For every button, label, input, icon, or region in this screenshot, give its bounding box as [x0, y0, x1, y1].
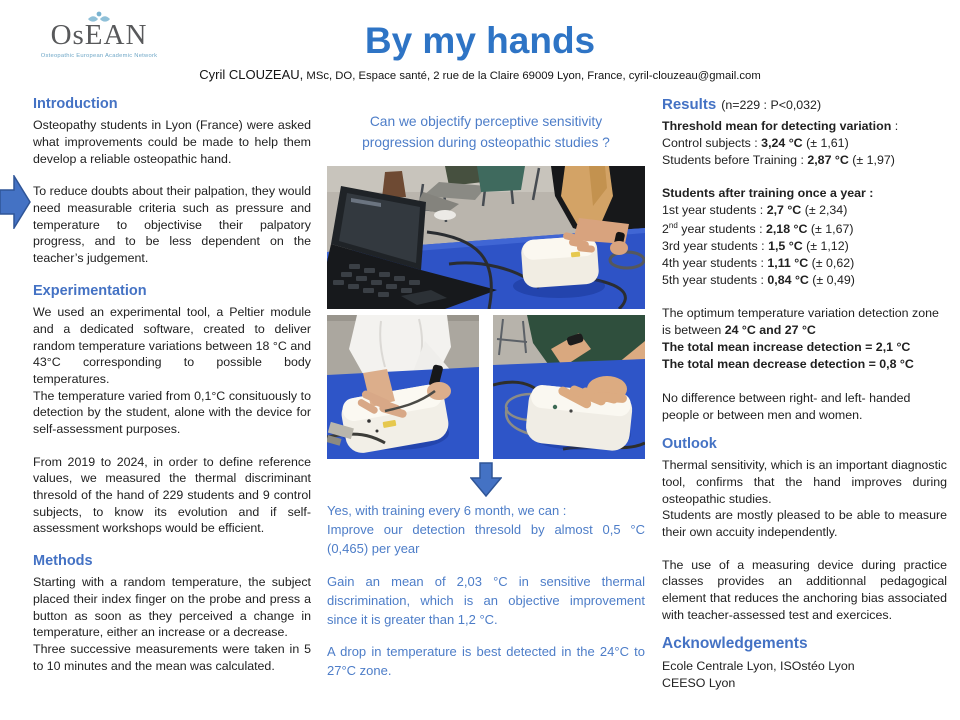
- acknowledgements-line-1: Ecole Centrale Lyon, ISOstéo Lyon: [662, 658, 855, 673]
- osean-logo-subtext: Osteopathic European Academic Network: [40, 53, 158, 59]
- photo-white-coat-device: [327, 315, 479, 459]
- conclusion-paragraph-2: Gain an mean of 2,03 °C in sensitive thermal discrimination, which is an objective improvement since it is greater than 1,2 °C.: [327, 573, 645, 627]
- experimentation-paragraph-3: From 2019 to 2024, in order to define reference values, we measured the thermal discriminant thresold of the hand of 229 students and 9 control subjects, to know its evolution and if self-assessment workshops would be efficient.: [33, 454, 311, 536]
- mean-increase-line: The total mean increase detection = 2,1 °C: [662, 340, 911, 355]
- photo-green-shirt-device: [493, 315, 645, 459]
- experimentation-heading: Experimentation: [33, 282, 147, 299]
- result-row-year5: 5th year students : 0,84 °C (± 0,49): [662, 273, 855, 287]
- introduction-heading: Introduction: [33, 96, 118, 112]
- conclusion-paragraph-3: A drop in temperature is best detected in the 24°C to 27°C zone.: [327, 644, 645, 679]
- author-details: MSc, DO, Espace santé, 2 rue de la Claire 69009 Lyon, France, cyril-clouzeau@gmail.com: [303, 70, 761, 82]
- left-column: [33, 96, 311, 674]
- methods-heading: Methods: [33, 552, 93, 569]
- results-heading-row: [662, 96, 947, 114]
- after-training-title: Students after training once a year :: [662, 186, 874, 201]
- conclusion-line-1: Yes, with training every 6 month, we can :: [327, 503, 567, 519]
- author-line: [0, 67, 960, 82]
- result-row-control: Control subjects : 3,24 °C (± 1,61): [662, 136, 849, 151]
- methods-paragraph-1: Starting with a random temperature, the subject placed their index finger on the probe and press a button as soon as they perceived a change in temperature, either an increase or a decrease.: [33, 575, 311, 640]
- result-row-year4: 4th year students : 1,11 °C (± 0,62): [662, 255, 855, 270]
- outlook-paragraph-1: Thermal sensitivity, which is an important diagnostic tool, confirms that the hand improves during osteopathic studies.: [662, 458, 947, 506]
- introduction-paragraph-1: Osteopathy students in Lyon (France) were asked what improvements could be made to help them develop a reliable osteopathic hand.: [33, 118, 311, 166]
- poster-title: By my hands: [364, 20, 596, 61]
- result-row-year2: 2nd year students : 2,18 °C (± 1,67): [662, 220, 854, 236]
- optimum-zone-line: The optimum temperature variation detection zone is between 24 °C and 27 °C: [662, 306, 939, 338]
- introduction-paragraph-2: To reduce doubts about their palpation, they would need measurable criteria such as pressure and temperature to objectivise their palpatory progress, and to be less dependent on the teacher’s judgement.: [33, 184, 311, 266]
- block-arrow-down-icon: [470, 462, 502, 497]
- results-note: (n=229 : P<0,032): [721, 98, 822, 112]
- result-row-before-training: Students before Training : 2,87 °C (± 1,97): [662, 153, 895, 168]
- block-arrow-right-icon: [0, 175, 32, 229]
- mean-decrease-line: The total mean decrease detection = 0,8 °C: [662, 357, 914, 372]
- osean-logo-text: OsEAN: [50, 19, 148, 51]
- author-name: Cyril CLOUZEAU,: [199, 67, 304, 82]
- result-row-year3: 3rd year students : 1,5 °C (± 1,12): [662, 238, 849, 253]
- research-question: Can we objectify perceptive sensitivity progression during osteopathic studies ?: [362, 114, 610, 150]
- methods-paragraph-2: Three successive measurements were taken in 5 to 10 minutes and the mean was calculated.: [33, 641, 311, 673]
- outlook-paragraph-3: The use of a measuring device during practice classes provides an additionnal pedagogical element that reduces the anchoring bias associated with teacher-assessed test and exercices.: [662, 557, 947, 622]
- acknowledgements-line-2: CEESO Lyon: [662, 675, 736, 690]
- outlook-paragraph-2: Students are mostly pleased to be able to measure their own accuity independently.: [662, 508, 947, 539]
- outlook-heading: Outlook: [662, 435, 717, 452]
- right-column: [662, 96, 947, 692]
- middle-column: [327, 112, 645, 681]
- result-row-year1: 1st year students : 2,7 °C (± 2,34): [662, 203, 848, 218]
- conclusion-line-2: Improve our detection thresold by almost 0,5 °C (0,465) per year: [327, 522, 645, 557]
- results-heading: Results: [662, 96, 717, 113]
- threshold-title-line: Threshold mean for detecting variation :: [662, 119, 899, 133]
- acknowledgements-heading: Acknowledgements: [662, 635, 808, 653]
- experimentation-paragraph-1: We used an experimental tool, a Peltier module and a dedicated software, created to deliver random temperature variations between 18 °C and 43°C corresponding to possible body temperatures.: [33, 305, 311, 386]
- photo-row: [327, 315, 645, 459]
- photo-classroom-test-session: [327, 166, 645, 309]
- experimentation-paragraph-2: The temperature varied from 0,1°C consituously to detection by the student, alone with the device for self-assessment purposes.: [33, 388, 311, 436]
- no-difference-line: No difference between right- and left- handed people or between men and women.: [662, 390, 911, 422]
